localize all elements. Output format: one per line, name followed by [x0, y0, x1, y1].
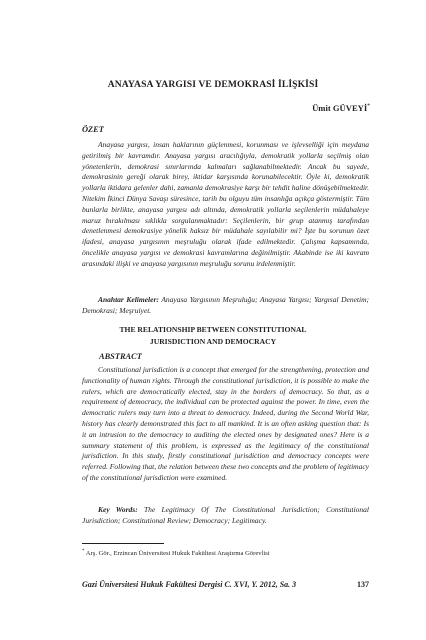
english-keywords-label: Key Words:	[98, 505, 138, 514]
page-number: 137	[357, 580, 369, 589]
footnote-mark: *	[82, 549, 85, 554]
turkish-keywords-label: Anahtar Kelimeler:	[98, 295, 159, 304]
footnote-divider	[82, 543, 164, 544]
english-title-line-2: JURISDICTION AND DEMOCRACY	[149, 336, 277, 346]
english-title	[0, 324, 426, 347]
abstract-body: Constitutional jurisdiction is a concept that emerged for the strengthening, protection and functionality of human rights. Through the constitutional jurisdiction, it is possible to make the rulers, which are democratically elected, stay in the borders of democracy. So that, as a requirement of democracy, the individual can be protected against the power. In time, even the democratic rulers may turn into a threat to democracy. Indeed, during the Second World War, history has clearly demonstrated this fact to all mankind. It is an often asking question that: Is it an intrusion to the democracy to auditing the elected ones by designated ones? Here is a summary statement of this problem, is expressed as the legitimacy of the constitutional jurisdiction. In this study, firstly constitutional jurisdiction and democracy concepts were referred. Following that, the relation between these two concepts and the problem of legitimacy of the constitutional jurisdiction were examined.	[82, 365, 369, 482]
ozet-heading: ÖZET	[82, 125, 104, 134]
journal-citation: Gazi Üniversitesi Hukuk Fakültesi Dergisi C. XVI, Y. 2012, Sa. 3	[82, 580, 297, 589]
english-title-line-1: THE RELATIONSHIP BETWEEN CONSTITUTIONAL	[119, 325, 307, 334]
english-keywords	[82, 505, 369, 527]
article-title: ANAYASA YARGISI VE DEMOKRASİ İLİŞKİSİ	[107, 79, 319, 90]
turkish-keywords-text: Anayasa Yargısının Meşruluğu; Anayasa Yargısı; Yargısal Denetim; Demokrasi; Meşruiyet.	[82, 295, 369, 315]
english-keywords-text: The Legitimacy Of The Constitutional Jurisdiction; Constitutional Jurisdiction; Constitutional Review; Democracy; Legitimacy.	[82, 505, 370, 525]
author-name	[312, 103, 370, 113]
footnote-text: Arş. Gör., Erzincan Üniversitesi Hukuk Fakültesi Araştırma Görevlisi	[85, 550, 270, 558]
author-name-text: Ümit GÜVEYİ	[312, 103, 368, 113]
footnote	[82, 549, 270, 557]
author-footnote-mark: *	[367, 103, 370, 110]
turkish-keywords	[82, 295, 369, 317]
ozet-body: Anayasa yargısı, insan haklarının güçlenmesi, korunması ve işlevselliği için meydana getirilmiş bir kavramdır. Anayasa yargısı aracılığıyla, demokratik yollarla seçilmiş olan yönetenlerin, demokrasi sınırlarında kalmaları sağlanabilmektedir. Ancak bu sayede, demokrasinin gereği olarak birey, iktidar karşısında korunabilecektir. Öyle ki, demokratik yollarla iktidara gelenler dahi, zamanla demokrasiye karşı bir tehdit haline dönüşebilmektedir. Nitekim İkinci Dünya Savaşı süresince, tarih bu olguyu tüm insanlığa açıkça göstermiştir. Tüm bunlarla birlikte, anayasa yargısı adı altında, demokratik yollarla seçilenlerin müdahaleye maruz bırakılması sıklıkla sorgulanmaktadır: Seçilenlerin, bir grup atanmış tarafından denetlenmesi demokrasiye yönelik haksız bir müdahale sayılabilir mi? İşte bu sorunun özet ifadesi, anayasa yargısının meşruluğu olarak ifade edilmektedir. Çalışma kapsamında, öncelikle anayasa yargısı ve demokrasi kavramlarına değinilmiştir. Akabinde ise iki kavram arasındaki ilişki ve anayasa yargısının meşruluğu sorunu irdelenmiştir.	[82, 140, 369, 268]
abstract-heading: ABSTRACT	[99, 352, 142, 361]
